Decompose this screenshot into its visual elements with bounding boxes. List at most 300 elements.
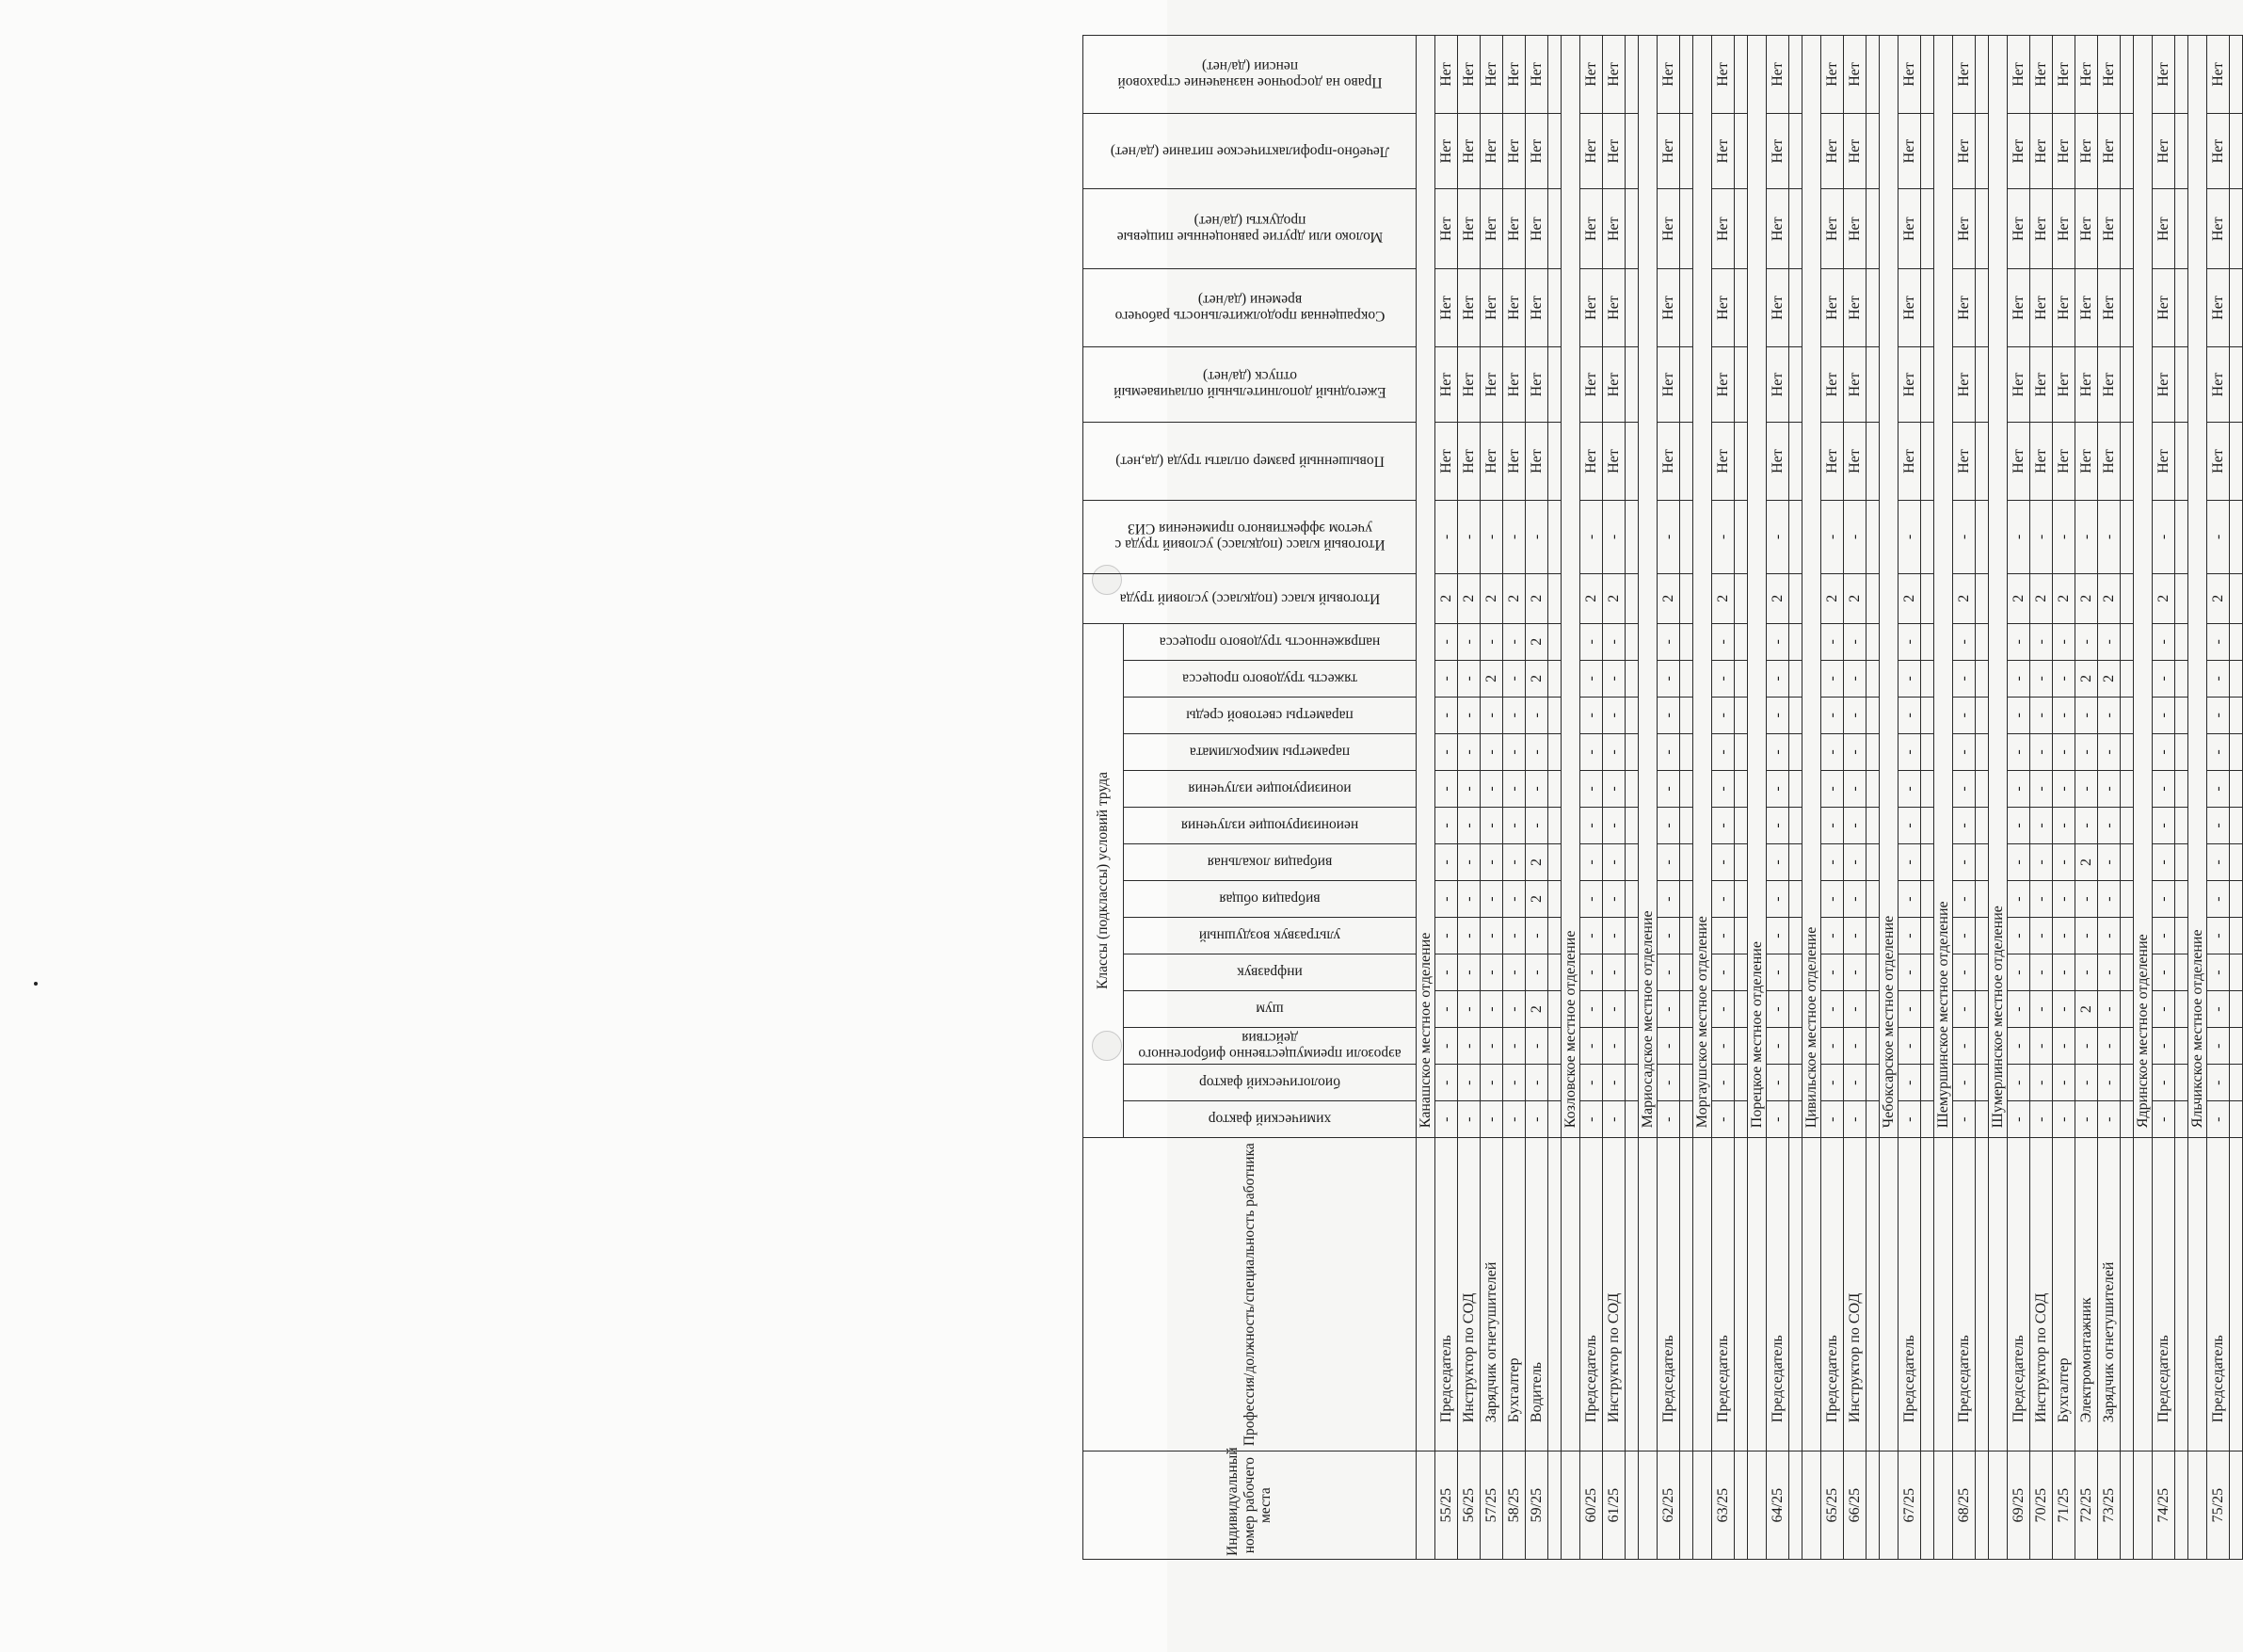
factor-class-cell: - [1458,1101,1481,1138]
factor-class-cell: - [1458,991,1481,1028]
guarantee-cell: Нет [1481,346,1503,422]
spacer-cell [1866,269,1880,347]
guarantee-cell: Нет [1603,36,1626,114]
spacer-cell [1626,500,1639,573]
spacer-cell [2230,991,2243,1028]
section-id-cell [1880,1452,1899,1560]
spacer-cell [2175,1028,2188,1065]
factor-class-cell: - [2030,660,2053,697]
spacer-cell [1626,660,1639,697]
factor-class-cell: - [2207,660,2230,697]
spacer-cell [1735,733,1748,770]
spacer-cell [1866,733,1880,770]
section-row [1989,36,2008,1560]
guarantee-cell: Нет [2153,113,2175,188]
factor-class-cell: - [2075,623,2098,660]
guarantee-cell: Нет [2207,423,2230,501]
profession: Инструктор по СОД [1844,1138,1866,1452]
section-row [2188,36,2207,1560]
section-title: Козловское местное отделение [1562,36,1580,1138]
spacer-cell [2121,1138,2134,1452]
factor-class-cell: - [2075,807,2098,843]
section-prof-cell [1989,1138,2008,1452]
factor-class-cell: - [2153,623,2175,660]
factor-class-cell: - [1458,733,1481,770]
factor-class-cell: - [2098,733,2121,770]
factor-class-cell: - [1821,807,1844,843]
factor-class-cell: - [2008,660,2030,697]
factor-class-cell: - [2053,1065,2075,1101]
factor-class-cell: - [1435,954,1458,991]
spacer-cell [1626,573,1639,623]
profession: Председатель [1821,1138,1844,1452]
factor-class-cell: - [2075,1065,2098,1101]
guarantee-cell: Нет [1503,36,1526,114]
spacer-cell [1626,189,1639,269]
factor-class-cell: - [1481,1028,1503,1065]
table-row [1526,36,1548,1560]
section-prof-cell [1417,1138,1435,1452]
factor-class-cell: - [1953,1101,1976,1138]
spacer-cell [1626,697,1639,733]
guarantee-cell: Нет [1481,36,1503,114]
factor-class-cell: - [2207,807,2230,843]
factor-class-cell: - [1526,807,1548,843]
spacer-cell [1680,697,1693,733]
guarantee-cell: Нет [2030,346,2053,422]
spacer-cell [1626,1138,1639,1452]
factor-class-cell: - [1821,843,1844,880]
spacer-cell [1921,770,1934,807]
factor-class-cell: - [1658,991,1680,1028]
spacer-cell [1680,918,1693,954]
header-factor-microclimate: параметры микроклимата [1124,733,1417,770]
factor-class-cell: - [1844,954,1866,991]
guarantee-cell: Нет [1953,36,1976,114]
guarantee-cell: Нет [1821,423,1844,501]
spacer-cell [1626,991,1639,1028]
guarantee-cell: Нет [1712,346,1735,422]
spacer-cell [2175,881,2188,918]
spacer-cell [2175,770,2188,807]
guarantee-cell: Нет [1767,36,1789,114]
factor-class-cell: - [1526,918,1548,954]
guarantee-cell: Нет [1435,36,1458,114]
section-row [1639,36,1658,1560]
guarantee-cell: Нет [1821,36,1844,114]
spacer-cell [1789,1065,1802,1101]
profession: Инструктор по СОД [1458,1138,1481,1452]
guarantee-cell: Нет [1712,423,1735,501]
table-row [2030,36,2053,1560]
spacer-cell [2230,881,2243,918]
guarantee-cell: Нет [1435,423,1458,501]
factor-class-cell: - [1526,954,1548,991]
factor-class-cell: - [2207,1101,2230,1138]
factor-class-cell: - [1899,1065,1921,1101]
spacer-cell [1976,423,1989,501]
spacer-cell [2175,36,2188,114]
section-id-cell [2134,1452,2153,1560]
factor-class-cell: - [1899,918,1921,954]
spacer-cell [2121,1028,2134,1065]
table-row [1603,36,1626,1560]
table-row [1481,36,1503,1560]
header-factor-local-vibration: вибрация локальная [1124,843,1417,880]
guarantee-cell: Нет [1658,36,1680,114]
factor-class-cell: - [1767,623,1789,660]
factor-class-cell: - [1603,1028,1626,1065]
spacer-row [1921,36,1934,1560]
guarantee-cell: Нет [1503,189,1526,269]
total-class-siz-cell: - [1503,500,1526,573]
spacer-cell [1680,36,1693,114]
spacer-cell [1866,113,1880,188]
spacer-cell [2121,954,2134,991]
factor-class-cell: - [2030,843,2053,880]
factor-class-cell: - [1899,623,1921,660]
spacer-cell [2175,346,2188,422]
factor-class-cell: - [1481,770,1503,807]
profession: Зарядчик огнетушителей [2098,1138,2121,1452]
factor-class-cell: - [2075,733,2098,770]
factor-class-cell: - [1953,623,1976,660]
guarantee-cell: Нет [1580,113,1603,188]
factor-class-cell: - [1481,807,1503,843]
factor-class-cell: - [2207,697,2230,733]
guarantee-cell: Нет [2075,423,2098,501]
factor-class-cell: - [1580,881,1603,918]
total-class-cell: 2 [1899,573,1921,623]
spacer-cell [1548,346,1562,422]
guarantee-cell: Нет [1526,346,1548,422]
spacer-cell [1789,1028,1802,1065]
factor-class-cell: - [1712,623,1735,660]
factor-class-cell: - [1580,918,1603,954]
spacer-cell [2121,843,2134,880]
factor-class-cell: - [1503,697,1526,733]
spacer-cell [1866,881,1880,918]
factor-class-cell: - [2153,1065,2175,1101]
workplace-id: 62/25 [1658,1452,1680,1560]
spacer-cell [2121,346,2134,422]
guarantee-cell: Нет [1821,269,1844,347]
spacer-cell [2175,954,2188,991]
spacer-cell [2175,991,2188,1028]
spacer-cell [1735,697,1748,733]
workplace-id: 61/25 [1603,1452,1626,1560]
factor-class-cell: - [1899,697,1921,733]
header-factor-ionizing: ионизирующие излучения [1124,770,1417,807]
profession: Председатель [1712,1138,1735,1452]
total-class-siz-cell: - [1526,500,1548,573]
spacer-cell [1680,770,1693,807]
spacer-cell [2175,423,2188,501]
factor-class-cell: - [1603,1101,1626,1138]
total-class-cell: 2 [1481,573,1503,623]
total-class-siz-cell: - [2008,500,2030,573]
total-class-siz-cell: - [2207,500,2230,573]
guarantee-cell: Нет [1580,36,1603,114]
guarantee-cell: Нет [1603,423,1626,501]
factor-class-cell: - [1526,770,1548,807]
factor-class-cell: 2 [2075,991,2098,1028]
factor-class-cell: - [1899,1101,1921,1138]
spacer-cell [1548,269,1562,347]
factor-class-cell: - [1458,918,1481,954]
factor-class-cell: - [1458,623,1481,660]
spacer-cell [1866,1138,1880,1452]
guarantee-cell: Нет [2098,36,2121,114]
factor-class-cell: - [1503,623,1526,660]
header-factor-light: параметры световой среды [1124,697,1417,733]
factor-class-cell: - [1821,1065,1844,1101]
table-row [1503,36,1526,1560]
section-row [1417,36,1435,1560]
spacer-cell [1626,346,1639,422]
guarantee-cell: Нет [2207,36,2230,114]
factor-class-cell: - [2098,770,2121,807]
guarantee-cell: Нет [2075,346,2098,422]
factor-class-cell: - [1603,807,1626,843]
spacer-cell [2121,113,2134,188]
spacer-cell [1680,1028,1693,1065]
section-title: Мариосадское местное отделение [1639,36,1658,1138]
guarantee-cell: Нет [1458,189,1481,269]
factor-class-cell: - [2098,954,2121,991]
factor-class-cell: - [2098,918,2121,954]
factor-class-cell: - [1767,991,1789,1028]
table-row [1580,36,1603,1560]
guarantee-cell: Нет [1526,269,1548,347]
total-class-cell: 2 [1458,573,1481,623]
header-milk: Молоко или другие равноценные пищевые продукты (да/нет) [1083,189,1417,269]
spacer-cell [1789,1452,1802,1560]
section-prof-cell [2134,1138,2153,1452]
spacer-cell [1548,843,1562,880]
guarantee-cell: Нет [2207,346,2230,422]
factor-class-cell: - [1603,954,1626,991]
guarantee-cell: Нет [1580,269,1603,347]
factor-class-cell: - [2075,954,2098,991]
factor-class-cell: - [2053,807,2075,843]
spacer-cell [2175,843,2188,880]
profession: Зарядчик огнетушителей [1481,1138,1503,1452]
spacer-cell [1626,770,1639,807]
factor-class-cell: - [1953,918,1976,954]
factor-class-cell: - [2053,660,2075,697]
total-class-siz-cell: - [1435,500,1458,573]
spacer-cell [1789,918,1802,954]
guarantee-cell: Нет [2008,346,2030,422]
section-prof-cell [1693,1138,1712,1452]
factor-class-cell: - [2207,881,2230,918]
section-id-cell [1693,1452,1712,1560]
profession: Председатель [2207,1138,2230,1452]
factor-class-cell: - [1953,991,1976,1028]
factor-class-cell: - [1899,843,1921,880]
factor-class-cell: - [2207,843,2230,880]
guarantee-cell: Нет [1603,269,1626,347]
factor-class-cell: - [1899,954,1921,991]
spacer-cell [2175,807,2188,843]
spacer-row [1866,36,1880,1560]
factor-class-cell: - [1844,991,1866,1028]
guarantee-cell: Нет [1580,346,1603,422]
spacer-cell [1866,918,1880,954]
spacer-cell [1789,843,1802,880]
spacer-cell [2121,1101,2134,1138]
factor-class-cell: - [1767,1101,1789,1138]
spacer-cell [1680,423,1693,501]
spacer-cell [1789,36,1802,114]
guarantee-cell: Нет [1953,189,1976,269]
section-row [1748,36,1767,1560]
guarantee-cell: Нет [1844,36,1866,114]
spacer-cell [1921,623,1934,660]
profession: Председатель [1435,1138,1458,1452]
section-title: Ядринское местное отделение [2134,36,2153,1138]
spacer-row [2230,36,2243,1560]
table-row [1712,36,1735,1560]
spacer-cell [2230,346,2243,422]
guarantee-cell: Нет [2030,189,2053,269]
guarantee-cell: Нет [1658,113,1680,188]
spacer-cell [1548,1065,1562,1101]
section-id-cell [1802,1452,1821,1560]
spacer-cell [1626,423,1639,501]
spacer-cell [1626,36,1639,114]
spacer-cell [1735,918,1748,954]
spacer-cell [1680,881,1693,918]
factor-class-cell: - [2153,881,2175,918]
guarantee-cell: Нет [1844,113,1866,188]
factor-class-cell: - [1658,1028,1680,1065]
profession: Инструктор по СОД [2030,1138,2053,1452]
total-class-siz-cell: - [1821,500,1844,573]
factor-class-cell: - [1458,770,1481,807]
spacer-cell [1866,991,1880,1028]
factor-class-cell: - [2207,623,2230,660]
factor-class-cell: - [2008,881,2030,918]
spacer-cell [2230,269,2243,347]
spacer-cell [1921,843,1934,880]
factor-class-cell: - [1844,660,1866,697]
spacer-cell [1976,954,1989,991]
guarantee-cell: Нет [1435,269,1458,347]
spacer-cell [1548,573,1562,623]
spacer-cell [1921,1138,1934,1452]
spacer-row [1976,36,1989,1560]
factor-class-cell: - [1953,733,1976,770]
header-factor-non-ionizing: неионизирующие излучения [1124,807,1417,843]
profession: Водитель [1526,1138,1548,1452]
guarantee-cell: Нет [2075,189,2098,269]
section-title: Чебоксарское местное отделение [1880,36,1899,1138]
factor-class-cell: - [2153,1101,2175,1138]
spacer-cell [1680,733,1693,770]
factor-class-cell: - [2030,1065,2053,1101]
spacer-row [1789,36,1802,1560]
total-class-cell: 2 [2008,573,2030,623]
spacer-cell [1680,1101,1693,1138]
spacer-cell [1680,991,1693,1028]
guarantee-cell: Нет [1821,346,1844,422]
spacer-cell [1626,954,1639,991]
factor-class-cell: - [1712,991,1735,1028]
spacer-cell [1735,881,1748,918]
header-factor-biological: биологический фактор [1124,1065,1417,1101]
spacer-cell [1626,1452,1639,1560]
factor-class-cell: 2 [1526,881,1548,918]
factor-class-cell: - [2075,770,2098,807]
header-early-pension: Право на досрочное назначение страховой пенсии (да/нет) [1083,36,1417,114]
factor-class-cell: - [1435,881,1458,918]
spacer-cell [1866,623,1880,660]
spacer-cell [1548,1101,1562,1138]
factor-class-cell: - [1899,770,1921,807]
total-class-cell: 2 [1526,573,1548,623]
factor-class-cell: - [1458,1028,1481,1065]
spacer-cell [1789,573,1802,623]
spacer-cell [1735,1065,1748,1101]
spacer-cell [1735,1028,1748,1065]
guarantee-cell: Нет [2153,423,2175,501]
guarantee-cell: Нет [1767,113,1789,188]
spacer-cell [1548,770,1562,807]
factor-class-cell: - [1435,843,1458,880]
factor-class-cell: - [2030,954,2053,991]
section-id-cell [1639,1452,1658,1560]
factor-class-cell: - [2030,1028,2053,1065]
spacer-cell [1921,991,1934,1028]
guarantee-cell: Нет [2153,346,2175,422]
spacer-cell [1548,189,1562,269]
total-class-cell: 2 [1603,573,1626,623]
spacer-cell [1626,623,1639,660]
guarantee-cell: Нет [1503,269,1526,347]
spacer-cell [2230,660,2243,697]
factor-class-cell: - [1899,881,1921,918]
spacer-cell [1921,697,1934,733]
spacer-cell [2230,1452,2243,1560]
spacer-cell [2121,807,2134,843]
factor-class-cell: - [2098,697,2121,733]
total-class-cell: 2 [1767,573,1789,623]
total-class-siz-cell: - [1458,500,1481,573]
factor-class-cell: - [2030,733,2053,770]
guarantee-cell: Нет [1821,189,1844,269]
header-classes-group: Классы (подклассы) условий труда [1083,623,1124,1138]
factor-class-cell: - [2098,991,2121,1028]
workplace-id: 72/25 [2075,1452,2098,1560]
workplace-id: 60/25 [1580,1452,1603,1560]
table-row [1458,36,1481,1560]
factor-class-cell: - [1580,1065,1603,1101]
factor-class-cell: - [2153,954,2175,991]
factor-class-cell: - [1821,660,1844,697]
spacer-cell [1866,423,1880,501]
spacer-cell [1976,918,1989,954]
total-class-cell: 2 [2207,573,2230,623]
guarantee-cell: Нет [1844,423,1866,501]
total-class-siz-cell: - [1658,500,1680,573]
factor-class-cell: - [2098,807,2121,843]
workplace-id: 69/25 [2008,1452,2030,1560]
spacer-cell [2230,1065,2243,1101]
factor-class-cell: - [1953,843,1976,880]
workplace-id: 59/25 [1526,1452,1548,1560]
